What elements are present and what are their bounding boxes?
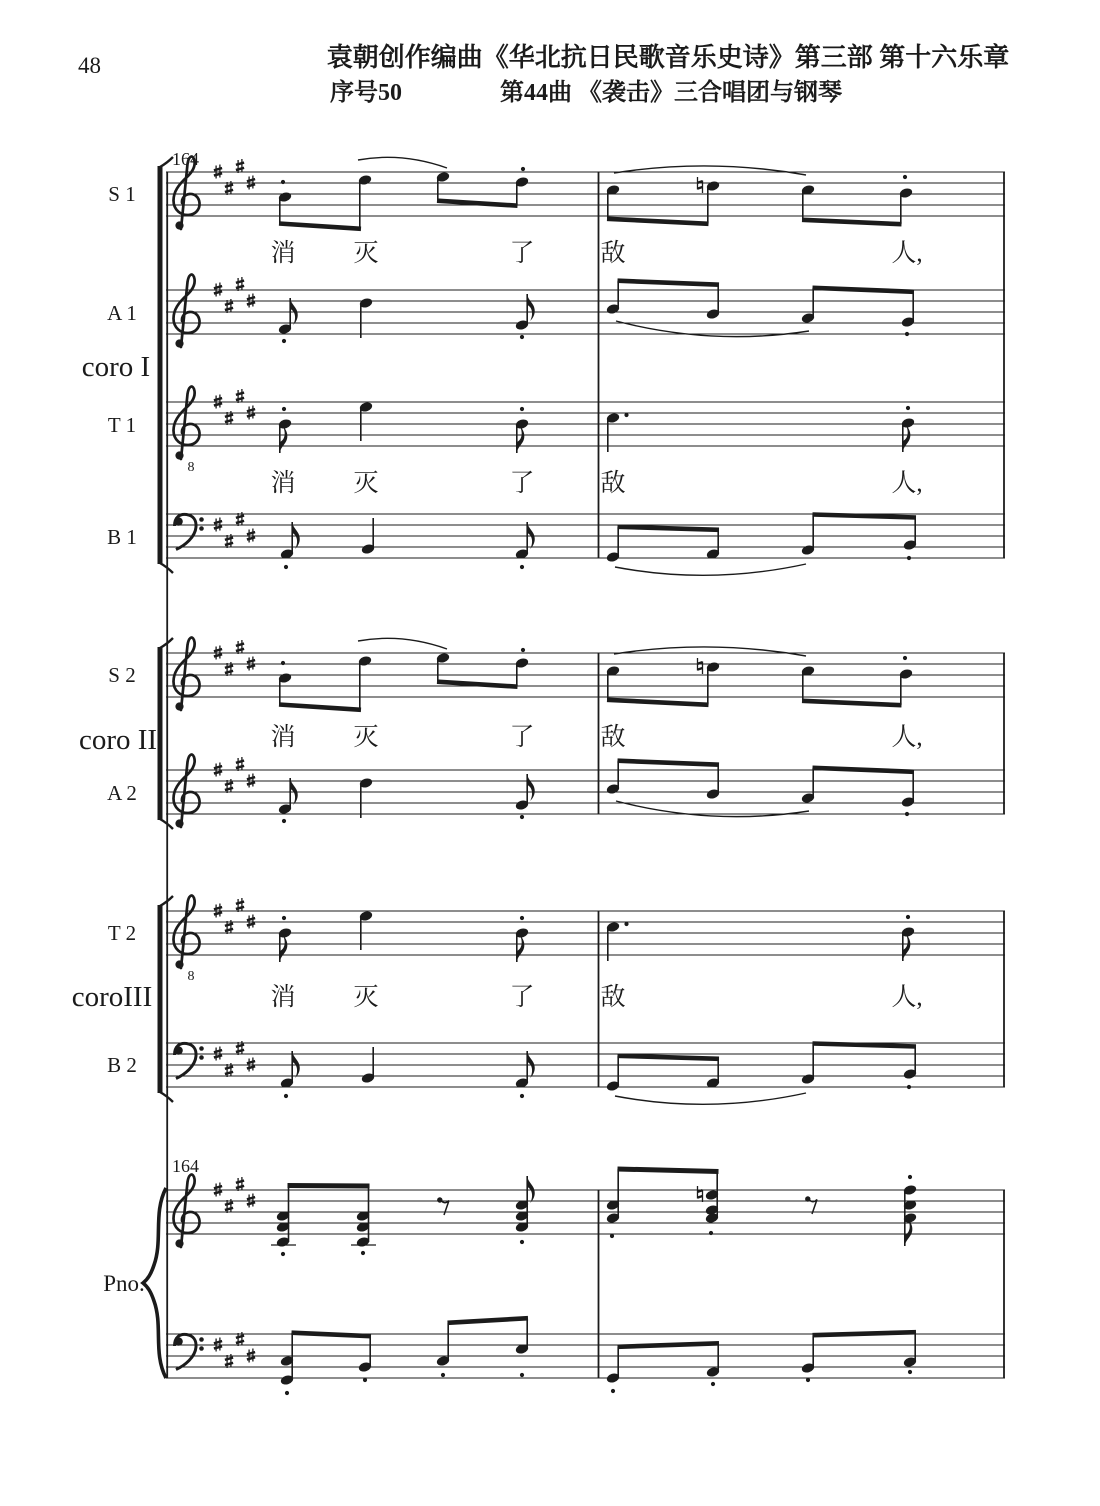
lyric-syllable: 了: [509, 724, 535, 751]
label-s1: S 1: [108, 182, 136, 206]
label-t2: T 2: [107, 921, 137, 945]
title-line1: 袁朝创作编曲《华北抗日民歌音乐史诗》第三部 第十六乐章: [326, 43, 1010, 72]
notes-piano-left: [174, 1318, 917, 1395]
staff-piano-right: [166, 1190, 1005, 1234]
lyric-syllable: 灭: [353, 240, 379, 267]
notes-s1: [174, 157, 914, 230]
lyrics-row-s1: [270, 239, 922, 267]
lyric-syllable: 消: [270, 240, 296, 267]
page-number: 48: [78, 53, 101, 78]
staff-a2: [166, 770, 1005, 814]
notes-a1: [174, 275, 916, 348]
notes-a2: [174, 755, 916, 828]
lyric-syllable: 了: [509, 470, 535, 497]
lyric-syllable: 了: [509, 240, 535, 267]
notes-b2: [174, 1041, 917, 1104]
lyric-syllable: 敌: [600, 984, 626, 1011]
notes-piano-right: [174, 1169, 918, 1256]
label-piano: Pno.: [103, 1271, 145, 1296]
measure-number-piano: 164: [172, 1156, 199, 1176]
label-b2: B 2: [107, 1053, 137, 1077]
staff-a1: [166, 290, 1005, 334]
lyric-syllable: 人,: [891, 470, 923, 497]
label-a1: A 1: [107, 301, 137, 325]
lyric-syllable: 灭: [353, 724, 379, 751]
staff-t1: [166, 402, 1005, 446]
lyric-syllable: 人,: [891, 240, 923, 267]
lyrics-row-t1: [270, 469, 922, 497]
lyric-syllable: 敌: [600, 240, 626, 267]
lyrics-row-t2: [270, 983, 922, 1011]
lyric-syllable: 敌: [600, 724, 626, 751]
lyrics-row-s2: [270, 723, 922, 751]
lyric-syllable: 消: [270, 470, 296, 497]
notes-s2: [174, 638, 914, 711]
lyric-syllable: 消: [270, 724, 296, 751]
lyric-syllable: 灭: [353, 470, 379, 497]
title-serial: 序号50: [330, 80, 402, 106]
label-s2: S 2: [108, 663, 136, 687]
lyric-syllable: 人,: [891, 724, 923, 751]
label-coro2: coro II: [78, 724, 158, 756]
staff-s2: [166, 653, 1005, 697]
label-a2: A 2: [107, 781, 137, 805]
lyric-syllable: 敌: [600, 470, 626, 497]
score-canvas: 8 48 袁朝创作编曲《华北抗日民歌音乐史诗》第三部 第十六乐章 序号50 第44曲 《袭击》三合唱团与钢琴 164 164 S 1 A 1 coro I T 1 B 1 S 2 coro II A 2 T 2 coroIII B 2 Pno. 消 灭 了 敌 人, 消 灭 了 敌 人, 消 灭 了 敌 人, 消 灭 了 敌 人,: [0, 0, 1100, 1506]
label-coro1: coro I: [81, 351, 151, 383]
lyric-syllable: 消: [270, 984, 296, 1011]
label-t1: T 1: [107, 413, 137, 437]
notes-b1: [174, 512, 917, 575]
title-piece: 第44曲 《袭击》三合唱团与钢琴: [500, 80, 842, 106]
measure-number-top: 164: [172, 149, 199, 169]
staff-s1: [166, 172, 1005, 216]
lyric-syllable: 灭: [353, 984, 379, 1011]
notes-t1: [174, 387, 916, 475]
label-b1: B 1: [107, 525, 137, 549]
notes-t2: [174, 896, 916, 984]
lyric-syllable: 了: [509, 984, 535, 1011]
piano-brace: [143, 1188, 166, 1378]
label-coro3: coroIII: [71, 981, 153, 1013]
staff-t2: [166, 911, 1005, 955]
lyric-syllable: 人,: [891, 984, 923, 1011]
